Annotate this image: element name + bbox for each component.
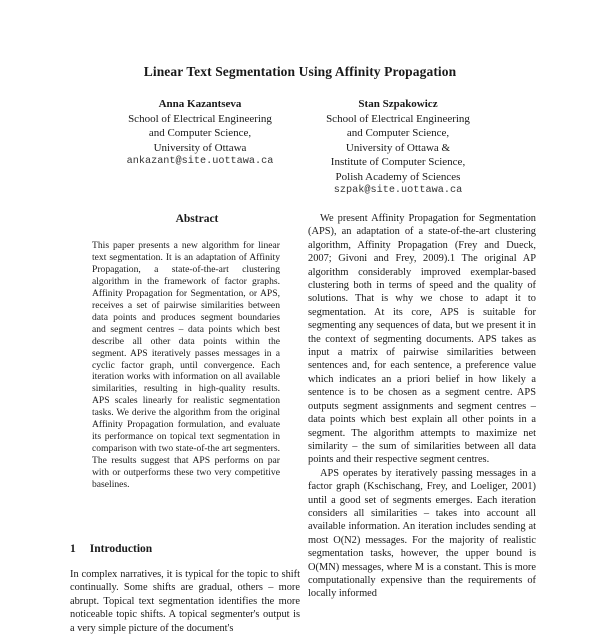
author-affiliation-line: and Computer Science, bbox=[148, 127, 252, 139]
intro-paragraph bbox=[70, 568, 300, 635]
author-affiliation-line: Institute of Computer Science, bbox=[330, 156, 466, 168]
author-affiliation-line: School of Electrical Engineering bbox=[128, 112, 272, 125]
body-paragraph-2: APS operates by iteratively passing messages in a factor graph (Kschischang, Frey, and Loeliger, 2001) until a good set of segments emerges. Each iteration considers all similarities – takes into account all available information. An iteration includes sending at most O(N2) messages. For the majority of realistic segmentation tasks, however, the upper bound is O(MN) messages, where M is a constant. This is more computationally expensive than the requirements of locally informed bbox=[308, 467, 536, 600]
author-email: ankazant@site.uottawa.ca bbox=[126, 156, 274, 167]
abstract-text: This paper presents a new algorithm for linear text segmentation. It is an adaptation of Affinity Propagation, a state-of-the-art clustering algorithm in the framework of factor graphs. Affinity Propagation for Segmentation, or APS, receives a set of pairwise similarities between data points and produces segment boundaries and segment centres – data points which best describe all other data points within the segment. APS iteratively passes messages in a cyclic factor graph, until convergence. Each iteration works with information on all available similarities, resulting in high-quality results. APS scales linearly for realistic segmentation tasks. We derive the algorithm from the original Affinity Propagation formulation, and evaluate its performance on topical text segmentation in comparison with two state-of-the art segmenters. The results suggest that APS performs on par with or outperforms these two very competitive baselines. bbox=[92, 240, 280, 491]
author-affiliation-line: University of Ottawa & bbox=[345, 141, 451, 154]
author-affiliation-line: and Computer Science, bbox=[346, 127, 450, 139]
section-heading-introduction bbox=[70, 543, 152, 555]
author-affiliation-line: University of Ottawa bbox=[153, 141, 247, 154]
author-block-2 bbox=[293, 97, 503, 199]
body-paragraph-1: We present Affinity Propagation for Segmentation (APS), an adaptation of a state-of-the-art clustering algorithm, Affinity Propagation (Frey and Dueck, 2007; Givoni and Frey, 2009).1 The original AP algorithm considerably improved exemplar-based clustering both in terms of speed and the quality of solutions. That is why we chose to adapt it to segmentation. At its core, APS is suitable for segmenting any sequences of data, but we present it in the context of segmenting documents. APS takes as input a matrix of pairwise similarities between sentences and, for each sentence, a preference value which indicates an a priori belief in how likely a sentence is to be chosen as a segment centre. APS outputs segment assignments and segment centres – data points which best explain all other points in a segment. The algorithm attempts to maximize net similarity – the sum of similarities between all data points and their respective segment centres. bbox=[308, 213, 536, 466]
author-name: Anna Kazantseva bbox=[158, 98, 242, 110]
author-affiliation-line: Polish Academy of Sciences bbox=[335, 170, 461, 183]
paper-title: Linear Text Segmentation Using Affinity Propagation bbox=[143, 64, 457, 79]
abstract-heading: Abstract bbox=[175, 213, 219, 225]
author-email: szpak@site.uottawa.ca bbox=[333, 185, 463, 196]
right-column-body bbox=[308, 212, 536, 601]
author-affiliation-line: School of Electrical Engineering bbox=[326, 112, 470, 125]
author-block-1 bbox=[95, 97, 305, 170]
intro-text: In complex narratives, it is typical for the topic to shift continually. Some shifts are gradual, others – more abrupt. Topical text segmentation identifies the more noticeable topic shifts. A topical segmenter's output is a very simple picture of the document's bbox=[70, 569, 300, 634]
author-name: Stan Szpakowicz bbox=[358, 98, 438, 110]
section-title: Introduction bbox=[89, 543, 153, 555]
section-number: 1 bbox=[70, 543, 76, 555]
